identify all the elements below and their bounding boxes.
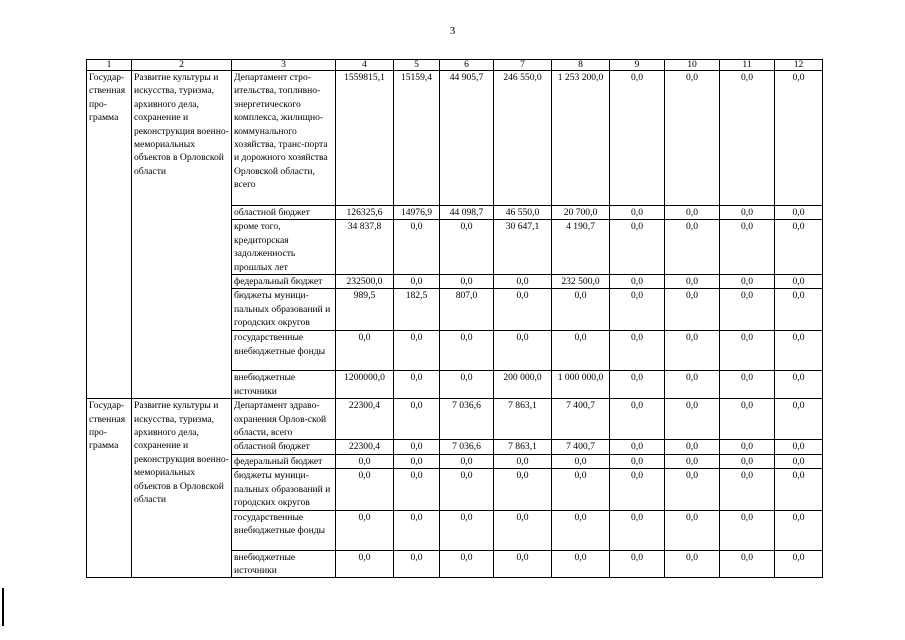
value-cell: 0,0	[440, 469, 494, 510]
column-header: 1	[87, 60, 132, 71]
funding-source-cell: бюджеты муници-пальных образований и городских округов	[232, 469, 336, 510]
value-cell: 0,0	[552, 510, 610, 550]
page-number: 3	[449, 25, 456, 37]
value-cell: 0,0	[720, 220, 775, 275]
value-cell: 0,0	[720, 510, 775, 550]
funding-source-cell: государственные внебюджетные фонды	[232, 331, 336, 371]
value-cell: 0,0	[440, 220, 494, 275]
value-cell: 20 700,0	[552, 206, 610, 220]
funding-source-cell: федеральный бюджет	[232, 454, 336, 468]
column-header: 11	[720, 60, 775, 71]
value-cell: 0,0	[665, 331, 720, 371]
column-header: 3	[232, 60, 336, 71]
table-row	[87, 71, 823, 206]
value-cell: 0,0	[336, 331, 394, 371]
value-cell: 0,0	[610, 71, 665, 206]
value-cell: 46 550,0	[494, 206, 552, 220]
funding-source-cell: внебюджетные источники	[232, 371, 336, 399]
value-cell: 0,0	[336, 550, 394, 578]
value-cell: 0,0	[610, 206, 665, 220]
value-cell: 0,0	[775, 220, 823, 275]
value-cell: 0,0	[775, 469, 823, 510]
value-cell: 0,0	[610, 331, 665, 371]
value-cell: 807,0	[440, 289, 494, 331]
value-cell: 0,0	[665, 289, 720, 331]
value-cell: 0,0	[720, 206, 775, 220]
funding-source-cell: Департамент стро-ительства, топливно-энергетического комплекса, жилищно-коммунального хозяйства, транс-порта и дорожного хозяйства Орловской области, всего	[232, 71, 336, 206]
value-cell: 0,0	[665, 550, 720, 578]
value-cell: 0,0	[494, 550, 552, 578]
value-cell: 0,0	[720, 275, 775, 289]
value-cell: 7 400,7	[552, 399, 610, 440]
value-cell: 0,0	[665, 71, 720, 206]
value-cell: 0,0	[610, 510, 665, 550]
value-cell: 0,0	[720, 440, 775, 454]
column-header: 10	[665, 60, 720, 71]
value-cell: 1200000,0	[336, 371, 394, 399]
value-cell: 0,0	[665, 206, 720, 220]
column-header: 9	[610, 60, 665, 71]
value-cell: 0,0	[394, 454, 440, 468]
value-cell: 0,0	[720, 371, 775, 399]
value-cell: 0,0	[440, 454, 494, 468]
column-header: 2	[132, 60, 232, 71]
value-cell: 0,0	[610, 275, 665, 289]
value-cell: 1 000 000,0	[552, 371, 610, 399]
value-cell: 0,0	[394, 469, 440, 510]
value-cell: 0,0	[775, 550, 823, 578]
value-cell: 0,0	[494, 510, 552, 550]
value-cell: 232 500,0	[552, 275, 610, 289]
value-cell: 0,0	[494, 469, 552, 510]
value-cell: 0,0	[336, 510, 394, 550]
funding-source-cell: федеральный бюджет	[232, 275, 336, 289]
value-cell: 0,0	[775, 371, 823, 399]
value-cell: 0,0	[720, 454, 775, 468]
value-cell: 7 863,1	[494, 399, 552, 440]
value-cell: 0,0	[394, 399, 440, 440]
value-cell: 0,0	[610, 220, 665, 275]
value-cell: 0,0	[665, 275, 720, 289]
value-cell: 0,0	[552, 331, 610, 371]
value-cell: 15159,4	[394, 71, 440, 206]
funding-source-cell: внебюджетные источники	[232, 550, 336, 578]
value-cell: 0,0	[440, 371, 494, 399]
value-cell: 0,0	[665, 469, 720, 510]
program-name-cell: Развитие культуры и искусства, туризма, архивного дела, сохранение и реконструкция военно-мемориальных объектов в Орловской области	[132, 71, 232, 399]
value-cell: 7 036,6	[440, 399, 494, 440]
value-cell: 44 098,7	[440, 206, 494, 220]
value-cell: 0,0	[775, 510, 823, 550]
value-cell: 0,0	[665, 510, 720, 550]
value-cell: 0,0	[336, 469, 394, 510]
value-cell: 0,0	[775, 440, 823, 454]
value-cell: 0,0	[610, 550, 665, 578]
value-cell: 232500,0	[336, 275, 394, 289]
column-header: 12	[775, 60, 823, 71]
value-cell: 4 190,7	[552, 220, 610, 275]
column-header: 8	[552, 60, 610, 71]
value-cell: 0,0	[494, 331, 552, 371]
scan-margin-mark	[2, 588, 4, 626]
value-cell: 200 000,0	[494, 371, 552, 399]
value-cell: 7 036,6	[440, 440, 494, 454]
column-header: 6	[440, 60, 494, 71]
value-cell: 0,0	[552, 289, 610, 331]
table-row	[87, 399, 823, 440]
funding-source-cell: государственные внебюджетные фонды	[232, 510, 336, 550]
column-header: 7	[494, 60, 552, 71]
column-header: 4	[336, 60, 394, 71]
value-cell: 0,0	[665, 399, 720, 440]
value-cell: 0,0	[610, 469, 665, 510]
value-cell: 0,0	[775, 454, 823, 468]
value-cell: 0,0	[720, 289, 775, 331]
value-cell: 0,0	[440, 550, 494, 578]
funding-source-cell: бюджеты муници-пальных образований и городских округов	[232, 289, 336, 331]
funding-source-cell: Департамент здраво-охранения Орлов-ской области, всего	[232, 399, 336, 440]
value-cell: 22300,4	[336, 440, 394, 454]
value-cell: 0,0	[610, 399, 665, 440]
value-cell: 0,0	[494, 275, 552, 289]
value-cell: 0,0	[665, 220, 720, 275]
value-cell: 34 837,8	[336, 220, 394, 275]
value-cell: 246 550,0	[494, 71, 552, 206]
value-cell: 0,0	[440, 275, 494, 289]
value-cell: 0,0	[552, 454, 610, 468]
value-cell: 0,0	[394, 275, 440, 289]
value-cell: 0,0	[494, 454, 552, 468]
value-cell: 0,0	[336, 454, 394, 468]
value-cell: 0,0	[720, 550, 775, 578]
value-cell: 0,0	[775, 399, 823, 440]
program-name-cell: Развитие культуры и искусства, туризма, архивного дела, сохранение и реконструкция военно-мемориальных объектов в Орловской области	[132, 399, 232, 578]
value-cell: 0,0	[394, 220, 440, 275]
value-cell: 0,0	[394, 440, 440, 454]
value-cell: 0,0	[665, 440, 720, 454]
value-cell: 0,0	[610, 371, 665, 399]
value-cell: 0,0	[610, 454, 665, 468]
value-cell: 0,0	[665, 371, 720, 399]
value-cell: 1559815,1	[336, 71, 394, 206]
value-cell: 0,0	[775, 331, 823, 371]
value-cell: 0,0	[610, 440, 665, 454]
value-cell: 14976,9	[394, 206, 440, 220]
program-type-cell: Государ-ственная про-грамма	[87, 399, 132, 578]
column-header: 5	[394, 60, 440, 71]
funding-source-cell: областной бюджет	[232, 440, 336, 454]
value-cell: 182,5	[394, 289, 440, 331]
value-cell: 0,0	[394, 371, 440, 399]
value-cell: 0,0	[552, 469, 610, 510]
value-cell: 44 905,7	[440, 71, 494, 206]
value-cell: 0,0	[494, 289, 552, 331]
value-cell: 0,0	[552, 550, 610, 578]
budget-table	[86, 59, 823, 578]
value-cell: 0,0	[720, 71, 775, 206]
value-cell: 7 863,1	[494, 440, 552, 454]
funding-source-cell: кроме того, кредиторская задолженность прошлых лет	[232, 220, 336, 275]
value-cell: 0,0	[720, 331, 775, 371]
program-type-cell: Государ-ственная про-грамма	[87, 71, 132, 399]
value-cell: 0,0	[394, 510, 440, 550]
value-cell: 0,0	[394, 550, 440, 578]
value-cell: 126325,6	[336, 206, 394, 220]
value-cell: 0,0	[665, 454, 720, 468]
value-cell: 0,0	[775, 71, 823, 206]
value-cell: 0,0	[440, 331, 494, 371]
value-cell: 0,0	[720, 399, 775, 440]
funding-source-cell: областной бюджет	[232, 206, 336, 220]
value-cell: 0,0	[610, 289, 665, 331]
value-cell: 0,0	[720, 469, 775, 510]
value-cell: 0,0	[775, 289, 823, 331]
value-cell: 0,0	[440, 510, 494, 550]
value-cell: 0,0	[775, 275, 823, 289]
value-cell: 7 400,7	[552, 440, 610, 454]
value-cell: 22300,4	[336, 399, 394, 440]
value-cell: 30 647,1	[494, 220, 552, 275]
value-cell: 0,0	[394, 331, 440, 371]
value-cell: 1 253 200,0	[552, 71, 610, 206]
value-cell: 0,0	[775, 206, 823, 220]
value-cell: 989,5	[336, 289, 394, 331]
column-number-row	[87, 60, 823, 71]
